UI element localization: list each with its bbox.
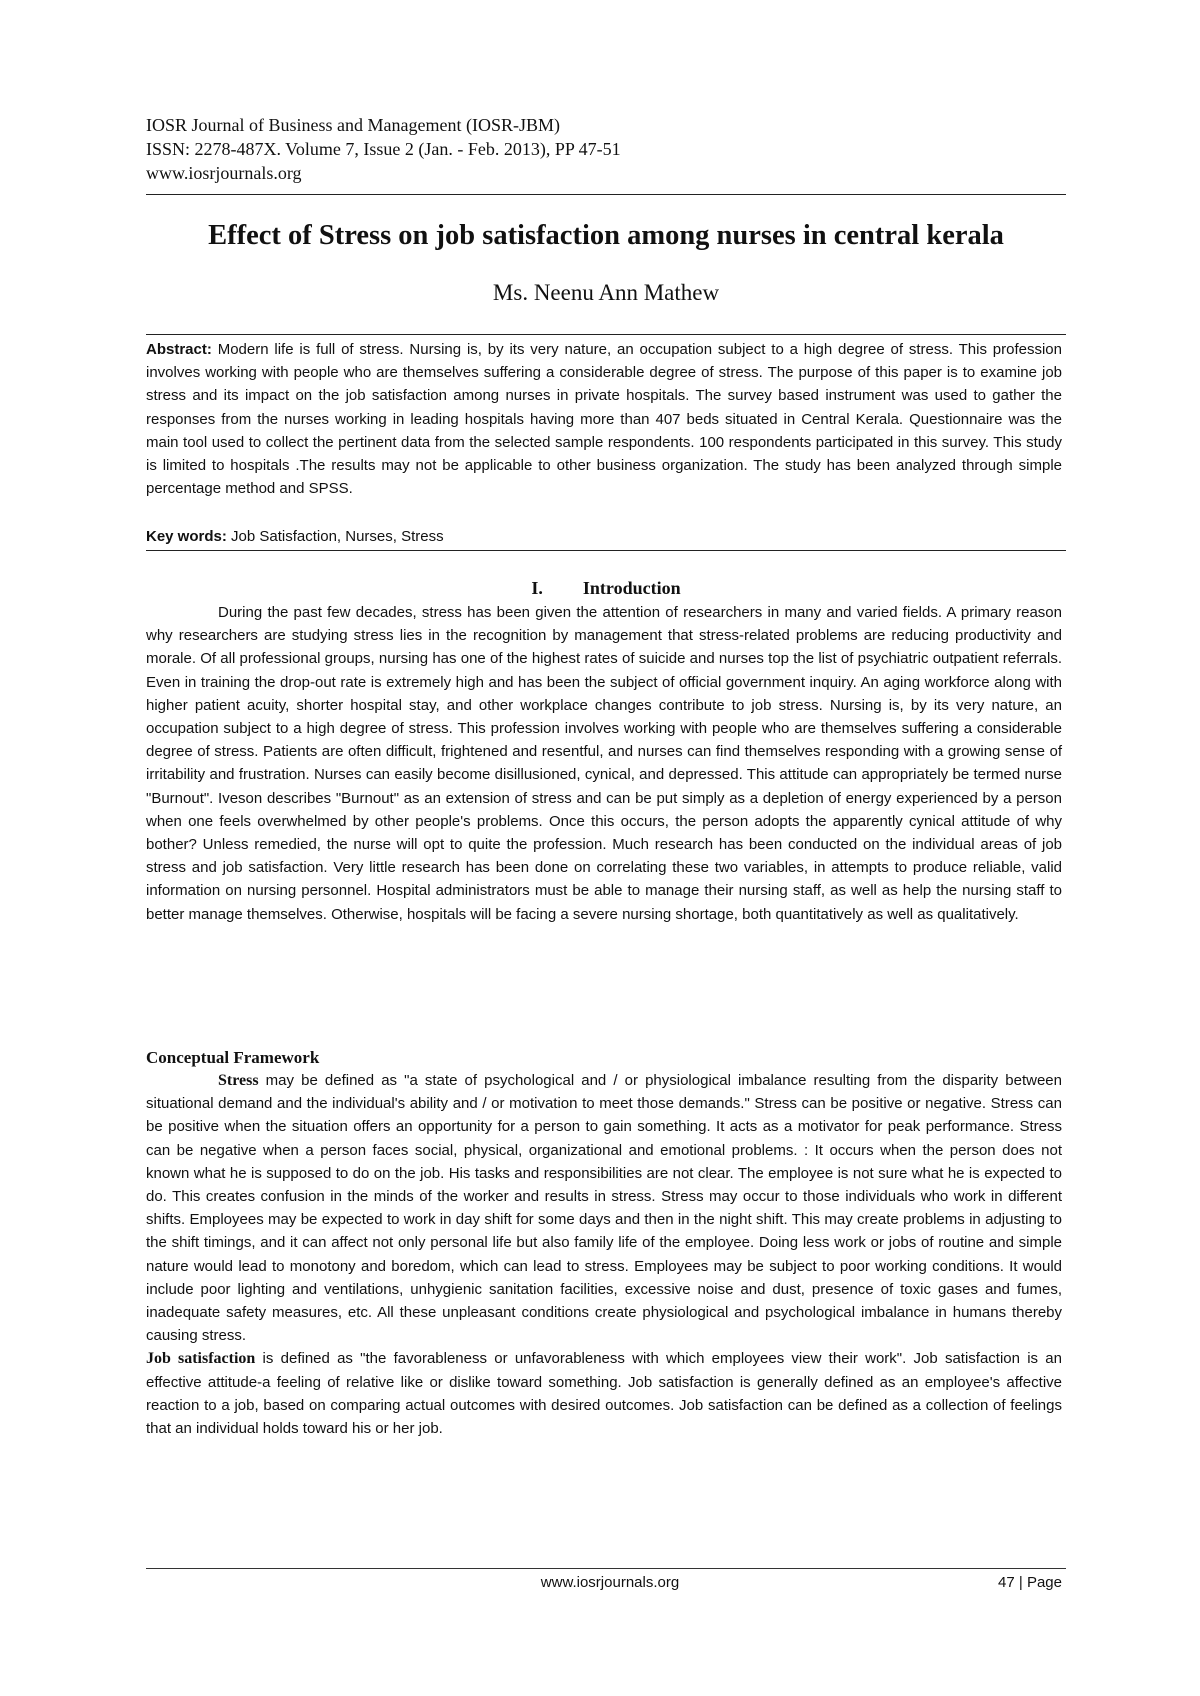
keywords-text: Job Satisfaction, Nurses, Stress [226,528,444,545]
keywords [146,525,1062,548]
job-satisfaction-paragraph [146,1347,1062,1440]
stress-definition: may be defined as "a state of psychological and / or physiological imbalance resulting from the disparity between situational demand and the individual's ability and / or motivation to meet those demands." Stress can be positive or negative. Stress can be positive when the situation offers an opportunity for a person to gain something. It acts as a motivator for peak performance. Stress can be negative when a person faces social, physical, organizational and emotional problems. : It occurs when the person does not known what he is supposed to do on the job. His tasks and responsibilities are not clear. The employee is not sure what he is expected to do. This creates confusion in the minds of the worker and results in stress. Stress may occur to those individuals who work in different shifts. Employees may be expected to work in day shift for some days and then in the night shift. This may create problems in adjusting to the shift timings, and it can affect not only personal life but also family life of the employee. Doing less work or jobs of routine and simple nature would lead to monotony and boredom, which can lead to stress. Employees may be subject to poor working conditions. It would include poor lighting and ventilations, unhygienic sanitation facilities, excessive noise and dust, presence of toxic gases and fumes, inadequate safety measures, etc. All these unpleasant conditions create physiological and psychological imbalance in humans thereby causing stress. [146,1072,1062,1345]
journal-name: IOSR Journal of Business and Management (IOSR-JBM) [146,115,560,135]
section-heading-introduction [146,576,1066,600]
abstract [146,338,1062,500]
conceptual-framework-body [146,1069,1062,1440]
stress-term: Stress [218,1072,259,1089]
abstract-top-rule [146,334,1066,335]
abstract-bottom-rule [146,550,1066,551]
introduction-paragraph: During the past few decades, stress has been given the attention of researchers in many and varied fields. A primary reason why researchers are studying stress lies in the recognition by management that stress-related problems are reducing productivity and morale. Of all professional groups, nursing has one of the highest rates of suicide and nurses top the list of psychiatric outpatient referrals. Even in training the drop-out rate is extremely high and has been the subject of official government inquiry. An aging workforce along with higher patient acuity, shorter hospital stay, and other workplace changes contribute to job stress. Nursing is, by its very nature, an occupation subject to a high degree of stress. This profession involves working with people who are themselves suffering a considerable degree of stress. Patients are often difficult, frightened and resentful, and nurses can find themselves responding with a growing sense of irritability and frustration. Nurses can easily become disillusioned, cynical, and depressed. This attitude can appropriately be termed nurse "Burnout". Iveson describes "Burnout" as an extension of stress and can be put simply as a depletion of energy experienced by a person when one feels overwhelmed by other people's problems. Once this occurs, the person adopts the apparently cynical attitude of why bother? Unless remedied, the nurse will opt to quite the profession. Much research has been conducted on the individual areas of job stress and job satisfaction. Very little research has been done on correlating these two variables, in attempts to produce reliable, valid information on nursing personnel. Hospital administrators must be able to manage their nursing staff, as well as help the nursing staff to better manage themselves. Otherwise, hospitals will be facing a severe nursing shortage, both quantitatively as well as qualitatively. [146,604,1062,923]
section-title: Introduction [582,578,681,598]
footer-page-number: 47 | Page [998,1574,1062,1591]
footer-rule [146,1568,1066,1569]
paper-title: Effect of Stress on job satisfaction among nurses in central kerala [208,220,1004,251]
keywords-label: Key words: [146,528,227,545]
header-rule [146,194,1066,195]
journal-website[interactable]: www.iosrjournals.org [146,163,302,183]
conceptual-framework-heading: Conceptual Framework [146,1048,320,1067]
job-satisfaction-definition: is defined as "the favorableness or unfavorableness with which employees view their work". Job satisfaction is an effective attitude-a feeling of relative like or dislike toward something. Job satisfaction is generally defined as an employee's affective reaction to a job, based on comparing actual outcomes with desired outcomes. Job satisfaction can be defined as a collection of feelings that an individual holds toward his or her job. [146,1350,1062,1438]
introduction-body [146,601,1062,926]
stress-paragraph [146,1069,1062,1347]
paper-author: Ms. Neenu Ann Mathew [492,280,720,305]
job-satisfaction-term: Job satisfaction [146,1350,256,1368]
abstract-text: Modern life is full of stress. Nursing is, by its very nature, an occupation subject to a high degree of stress. This profession involves working with people who are themselves suffering a considerable degree of stress. The purpose of this paper is to examine job stress and its impact on the job satisfaction among nurses in private hospitals. The survey based instrument was used to gather the responses from the nurses working in leading hospitals having more than 407 beds situated in Central Kerala. Questionnaire was the main tool used to collect the pertinent data from the selected sample respondents. 100 respondents participated in this survey. This study is limited to hospitals .The results may not be applicable to other business organization. The study has been analyzed through simple percentage method and SPSS. [146,341,1062,498]
journal-header [146,113,1066,185]
section-number: I. [531,578,543,598]
journal-issn: ISSN: 2278-487X. Volume 7, Issue 2 (Jan. - Feb. 2013), PP 47-51 [146,139,621,159]
abstract-label: Abstract: [146,341,212,358]
footer-website[interactable]: www.iosrjournals.org [540,1574,680,1591]
